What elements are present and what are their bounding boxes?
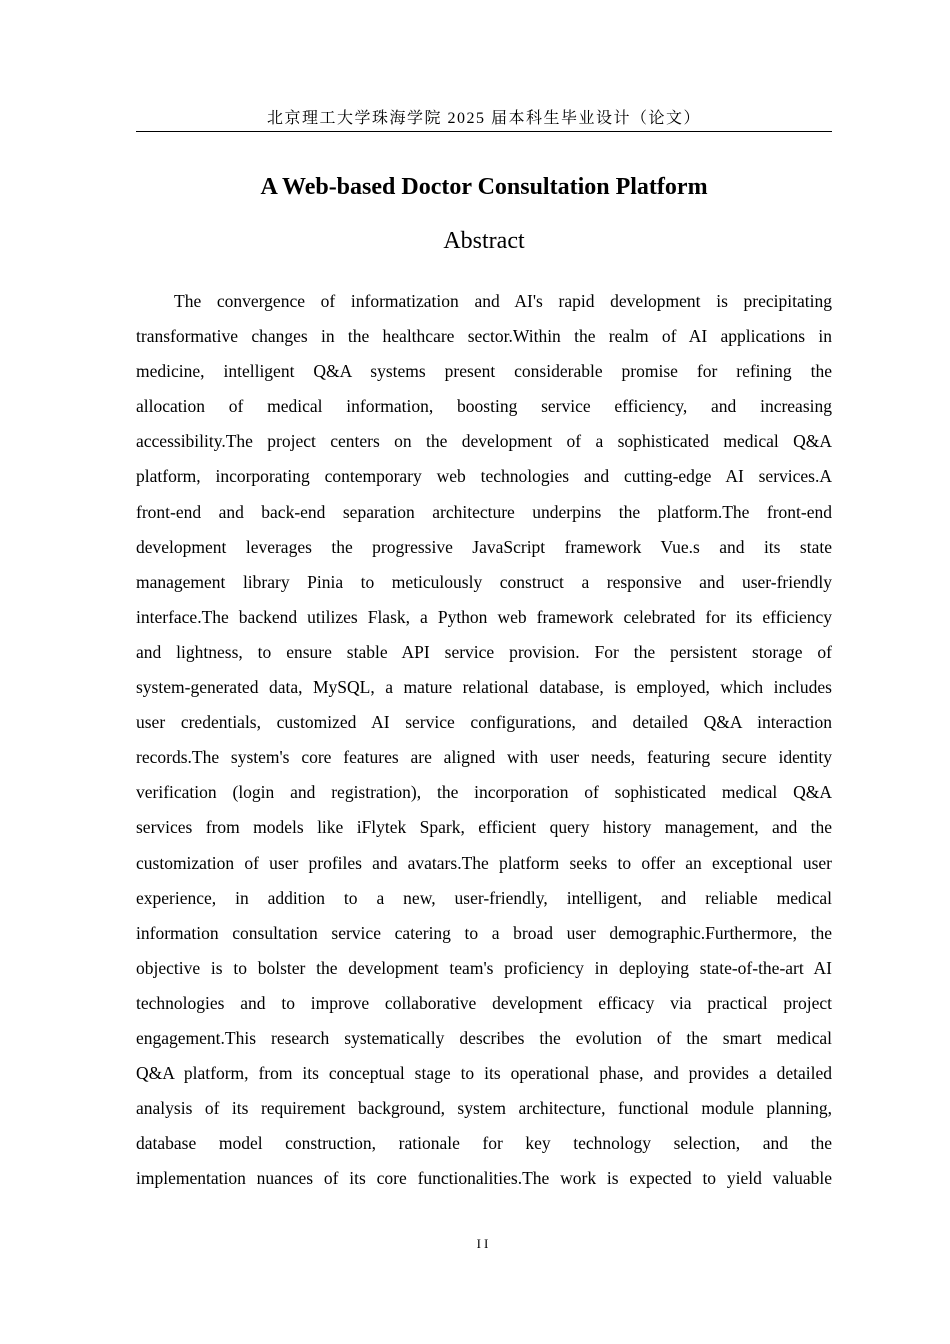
body-line: [136, 709, 832, 744]
body-line: [136, 990, 832, 1025]
page-title: A Web-based Doctor Consultation Platform: [260, 174, 708, 200]
body-line: [136, 674, 832, 709]
section-heading: Abstract: [443, 228, 525, 254]
body-line-text: records.The system's core features are aligned with user needs, featuring secure identity: [136, 747, 832, 768]
body-line: [136, 288, 832, 323]
running-header: 北京理工大学珠海学院 2025 届本科生毕业设计（论文）: [266, 110, 701, 127]
body-line: [136, 1165, 832, 1200]
abstract-body: [136, 288, 832, 1200]
body-line: [136, 604, 832, 639]
body-line: [136, 1130, 832, 1165]
body-line: [136, 850, 832, 885]
body-line: [136, 639, 832, 674]
body-line-text: user credentials, customized AI service configurations, and detailed Q&A interaction: [136, 712, 832, 733]
body-line: [136, 534, 832, 569]
body-line-text: engagement.This research systematically describes the evolution of the smart medical: [136, 1027, 832, 1048]
body-line-text: objective is to bolster the development team's proficiency in deploying state-of-the-art AI: [136, 957, 832, 978]
body-line: [136, 358, 832, 393]
body-line: [136, 920, 832, 955]
body-line-text: analysis of its requirement background, system architecture, functional module planning,: [136, 1098, 832, 1119]
body-line: [136, 955, 832, 990]
body-line: [136, 1060, 832, 1095]
body-line-text: allocation of medical information, boosting service efficiency, and increasing: [136, 396, 832, 417]
body-line: [136, 814, 832, 849]
body-line: [136, 885, 832, 920]
body-line-text: transformative changes in the healthcare sector.Within the realm of AI applications in: [136, 326, 832, 347]
body-line: [136, 463, 832, 498]
body-line: [136, 428, 832, 463]
body-line: [136, 1025, 832, 1060]
body-line-text: medicine, intelligent Q&A systems present considerable promise for refining the: [136, 361, 832, 382]
body-line-text: implementation nuances of its core functionalities.The work is expected to yield valuable: [136, 1168, 832, 1189]
body-line-text: verification (login and registration), the incorporation of sophisticated medical Q&A: [136, 782, 832, 803]
body-line-text: accessibility.The project centers on the development of a sophisticated medical Q&A: [136, 431, 832, 452]
body-line-text: platform, incorporating contemporary web technologies and cutting-edge AI services.A: [136, 466, 832, 487]
body-line: [136, 499, 832, 534]
body-line-text: customization of user profiles and avatars.The platform seeks to offer an exceptional user: [136, 852, 832, 873]
body-line-text: Q&A platform, from its conceptual stage to its operational phase, and provides a detailed: [136, 1063, 832, 1084]
body-line-text: services from models like iFlytek Spark, efficient query history management, and the: [136, 817, 832, 838]
body-line: [136, 393, 832, 428]
body-line-text: The convergence of informatization and AI's rapid development is precipitating: [174, 291, 832, 311]
body-line-text: front-end and back-end separation architecture underpins the platform.The front-end: [136, 501, 832, 522]
body-line-text: system-generated data, MySQL, a mature relational database, is employed, which includes: [136, 677, 832, 698]
body-line: [136, 323, 832, 358]
body-line-text: interface.The backend utilizes Flask, a Python web framework celebrated for its efficiency: [136, 606, 832, 627]
header-rule: [136, 131, 832, 132]
page-number: II: [476, 1236, 492, 1251]
body-line-text: database model construction, rationale for key technology selection, and the: [136, 1133, 832, 1154]
body-line: [136, 744, 832, 779]
body-line-text: experience, in addition to a new, user-friendly, intelligent, and reliable medical: [136, 887, 832, 908]
body-line-text: and lightness, to ensure stable API service provision. For the persistent storage of: [136, 641, 832, 662]
body-line-text: development leverages the progressive JavaScript framework Vue.s and its state: [136, 536, 832, 557]
body-line-text: information consultation service catering to a broad user demographic.Furthermore, the: [136, 922, 832, 943]
body-line: [136, 779, 832, 814]
body-line-text: technologies and to improve collaborative development efficacy via practical project: [136, 992, 832, 1013]
body-line: [136, 1095, 832, 1130]
body-line: [136, 569, 832, 604]
body-line-text: management library Pinia to meticulously construct a responsive and user-friendly: [136, 571, 832, 592]
